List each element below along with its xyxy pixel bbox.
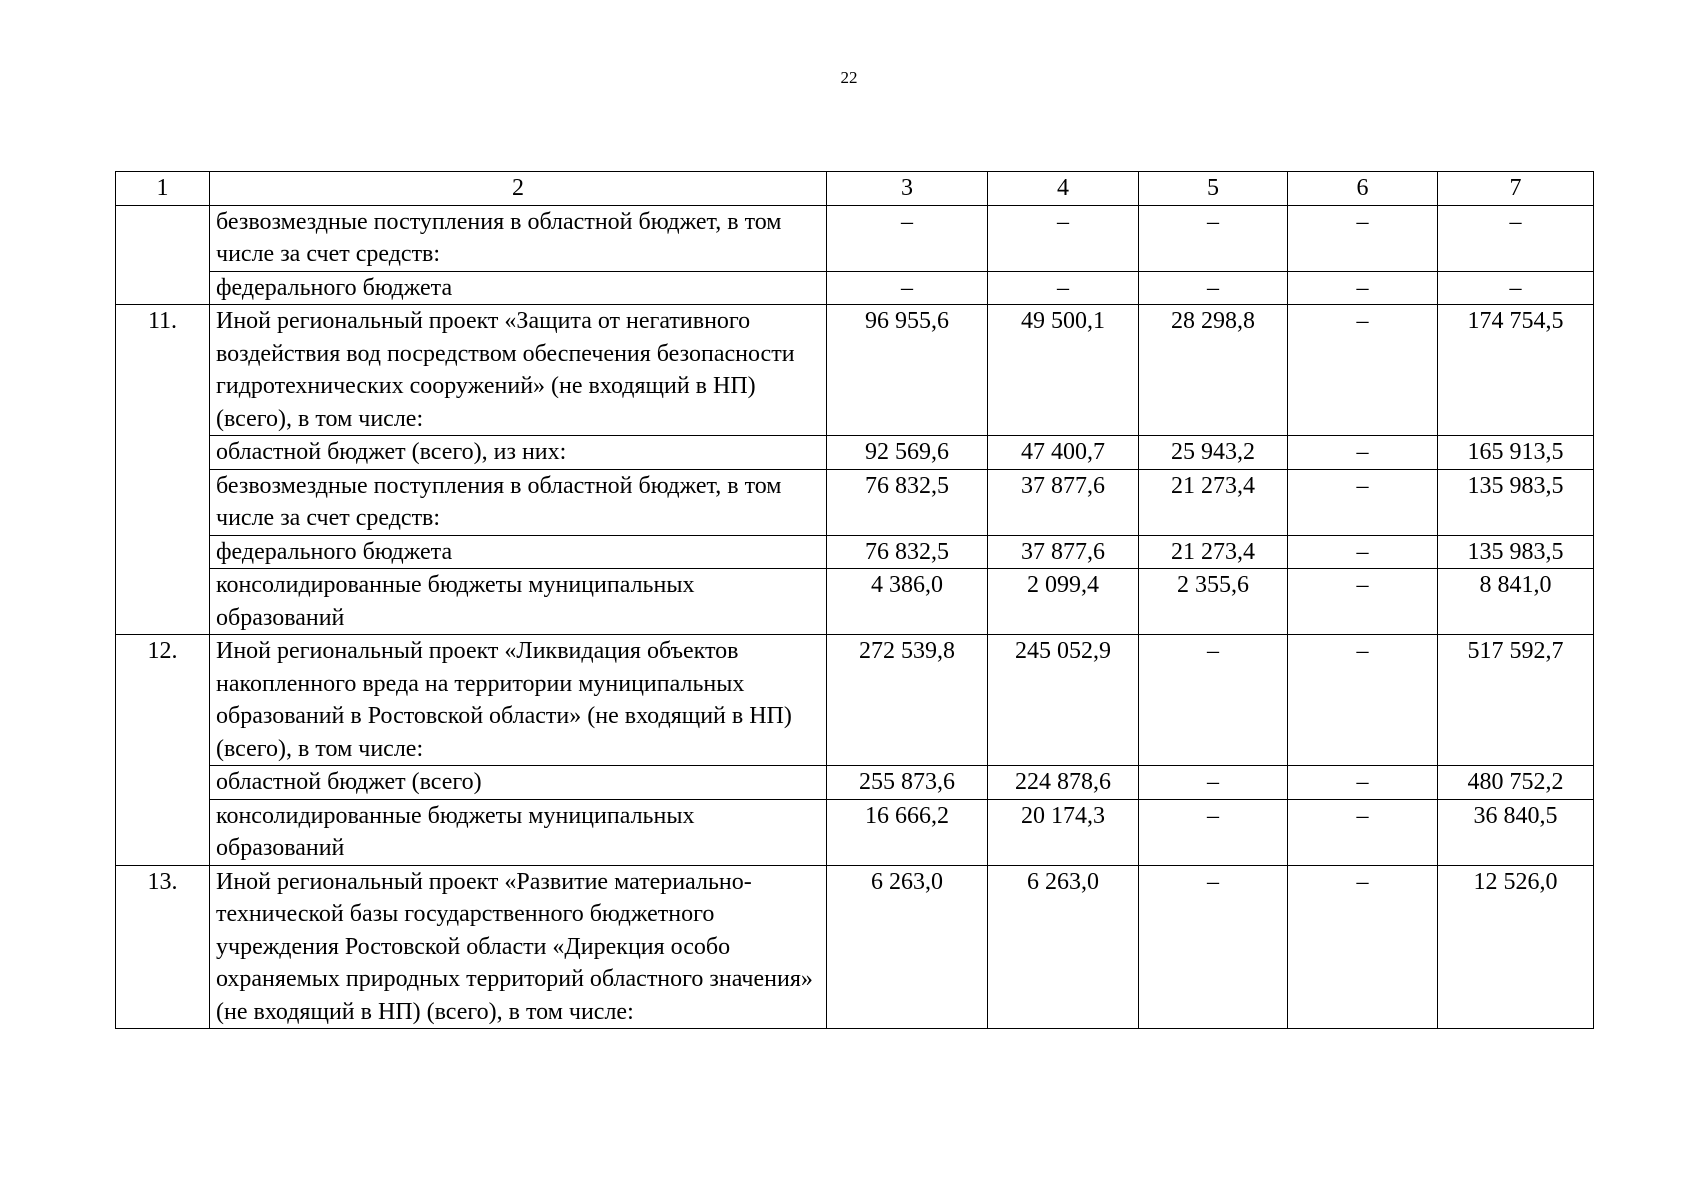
value-col6: – [1288,271,1438,305]
table-row [116,469,1594,535]
value-col5: 2 355,6 [1139,569,1288,635]
header-cell: 3 [827,172,988,206]
table-row [116,271,1594,305]
value-col6: – [1288,569,1438,635]
value-col5: – [1139,205,1288,271]
value-col4: 37 877,6 [988,469,1139,535]
value-col5: – [1139,766,1288,800]
value-col4: 224 878,6 [988,766,1139,800]
table-row [116,799,1594,865]
value-col3: 76 832,5 [827,469,988,535]
value-col4: 49 500,1 [988,305,1139,436]
row-description: Иной региональный проект «Ликвидация объектов накопленного вреда на территории муниципальных образований в Ростовской области» (не входящий в НП) (всего), в том числе: [210,635,827,766]
value-col4: – [988,205,1139,271]
value-col7: 135 983,5 [1438,535,1594,569]
table-row [116,535,1594,569]
value-col7: 165 913,5 [1438,436,1594,470]
value-col7: 517 592,7 [1438,635,1594,766]
table-row [116,305,1594,436]
value-col7: 8 841,0 [1438,569,1594,635]
row-number [116,469,210,535]
table-row [116,205,1594,271]
header-cell: 6 [1288,172,1438,206]
table-row [116,569,1594,635]
value-col3: 6 263,0 [827,865,988,1029]
value-col6: – [1288,469,1438,535]
row-description: безвозмездные поступления в областной бюджет, в том числе за счет средств: [210,205,827,271]
row-description: областной бюджет (всего) [210,766,827,800]
row-description: федерального бюджета [210,271,827,305]
value-col6: – [1288,766,1438,800]
header-cell: 7 [1438,172,1594,206]
row-number: 13. [116,865,210,1029]
value-col7: 12 526,0 [1438,865,1594,1029]
value-col6: – [1288,205,1438,271]
value-col4: 37 877,6 [988,535,1139,569]
row-description: Иной региональный проект «Развитие материально-технической базы государственного бюджетного учреждения Ростовской области «Дирекция особо охраняемых природных территорий областного значения» (не входящий в НП) (всего), в том числе: [210,865,827,1029]
value-col3: – [827,205,988,271]
row-number [116,205,210,271]
value-col5: 21 273,4 [1139,469,1288,535]
value-col7: 480 752,2 [1438,766,1594,800]
row-number [116,271,210,305]
header-cell: 4 [988,172,1139,206]
row-number [116,569,210,635]
value-col4: 47 400,7 [988,436,1139,470]
row-number: 11. [116,305,210,436]
value-col7: – [1438,205,1594,271]
row-description: консолидированные бюджеты муниципальных образований [210,799,827,865]
header-cell: 1 [116,172,210,206]
row-number: 12. [116,635,210,766]
table-row [116,436,1594,470]
row-number [116,436,210,470]
value-col6: – [1288,799,1438,865]
value-col3: 76 832,5 [827,535,988,569]
value-col6: – [1288,865,1438,1029]
row-description: областной бюджет (всего), из них: [210,436,827,470]
value-col3: 272 539,8 [827,635,988,766]
row-description: федерального бюджета [210,535,827,569]
row-number [116,766,210,800]
table-row [116,865,1594,1029]
table-header-row [116,172,1594,206]
row-number [116,535,210,569]
header-cell: 2 [210,172,827,206]
row-description: Иной региональный проект «Защита от негативного воздействия вод посредством обеспечения безопасности гидротехнических сооружений» (не входящий в НП) (всего), в том числе: [210,305,827,436]
value-col7: 174 754,5 [1438,305,1594,436]
value-col3: 255 873,6 [827,766,988,800]
value-col5: – [1139,799,1288,865]
value-col4: 20 174,3 [988,799,1139,865]
value-col6: – [1288,436,1438,470]
value-col3: 96 955,6 [827,305,988,436]
value-col5: – [1139,271,1288,305]
value-col5: 21 273,4 [1139,535,1288,569]
budget-table [115,171,1594,1029]
value-col7: – [1438,271,1594,305]
table-row [116,766,1594,800]
value-col7: 36 840,5 [1438,799,1594,865]
value-col5: 28 298,8 [1139,305,1288,436]
table-row [116,635,1594,766]
value-col4: 6 263,0 [988,865,1139,1029]
value-col6: – [1288,535,1438,569]
value-col5: – [1139,635,1288,766]
value-col3: – [827,271,988,305]
value-col5: 25 943,2 [1139,436,1288,470]
value-col4: 2 099,4 [988,569,1139,635]
value-col3: 4 386,0 [827,569,988,635]
row-number [116,799,210,865]
page-number: 22 [840,68,858,87]
value-col4: – [988,271,1139,305]
value-col7: 135 983,5 [1438,469,1594,535]
value-col6: – [1288,635,1438,766]
value-col6: – [1288,305,1438,436]
row-description: консолидированные бюджеты муниципальных образований [210,569,827,635]
row-description: безвозмездные поступления в областной бюджет, в том числе за счет средств: [210,469,827,535]
header-cell: 5 [1139,172,1288,206]
value-col4: 245 052,9 [988,635,1139,766]
value-col3: 92 569,6 [827,436,988,470]
value-col3: 16 666,2 [827,799,988,865]
value-col5: – [1139,865,1288,1029]
